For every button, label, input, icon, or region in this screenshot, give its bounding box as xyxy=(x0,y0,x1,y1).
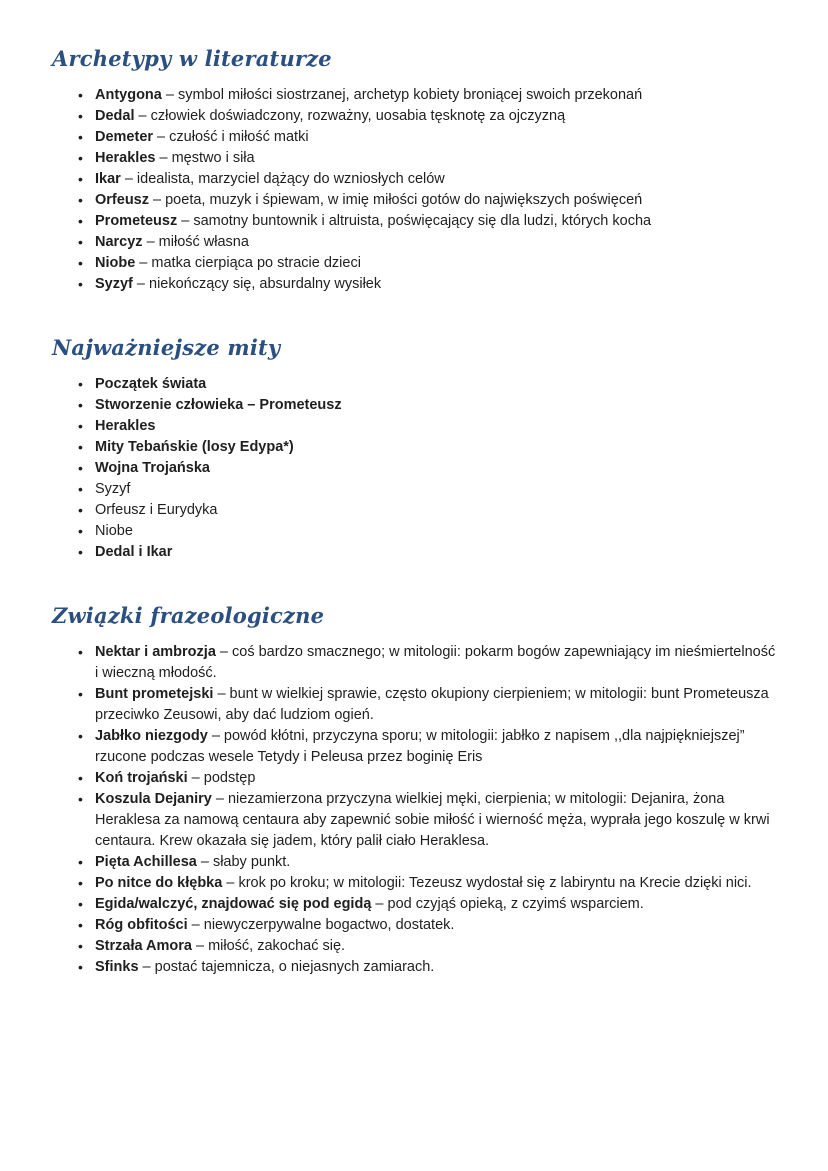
section-heading-mity: Najważniejsze mity xyxy=(52,335,281,360)
list-item-text xyxy=(95,479,778,500)
bullet-icon: • xyxy=(78,418,83,434)
list-item-text: Koń trojański – podstęp xyxy=(95,770,256,786)
bullet-icon: • xyxy=(78,108,83,124)
bullet-icon: • xyxy=(78,171,83,187)
term-label: Początek świata xyxy=(95,376,207,392)
bullet-icon: • xyxy=(78,87,83,103)
list-item xyxy=(52,915,778,936)
list-item xyxy=(52,416,778,437)
list-item-text xyxy=(95,542,778,563)
term-label: Egida/walczyć, znajdować się pod egidą xyxy=(95,896,372,912)
list-item-text: Syzyf – niekończący się, absurdalny wysiłek xyxy=(95,276,382,292)
list-item-text: Egida/walczyć, znajdować się pod egidą – pod czyjąś opieką, z czyimś wsparciem. xyxy=(95,896,644,912)
bullet-icon: • xyxy=(78,770,83,786)
term-label: Niobe xyxy=(95,255,136,271)
term-label: Wojna Trojańska xyxy=(95,460,210,476)
list-item xyxy=(52,873,778,894)
list-item xyxy=(52,458,778,479)
list-item xyxy=(52,642,778,684)
list-item-text: Demeter – czułość i miłość matki xyxy=(95,129,309,145)
list-item-text: Strzała Amora – miłość, zakochać się. xyxy=(95,938,346,954)
term-label: Bunt prometejski xyxy=(95,686,214,702)
term-label: Nektar i ambrozja xyxy=(95,644,216,660)
list-item xyxy=(52,232,778,253)
list-item-text: Narcyz – miłość własna xyxy=(95,234,249,250)
list-item-text: Sfinks – postać tajemnicza, o niejasnych zamiarach. xyxy=(95,959,435,975)
list-item-text: Róg obfitości – niewyczerpywalne bogactwo, dostatek. xyxy=(95,917,455,933)
section-najwazniejsze-mity xyxy=(52,335,778,563)
term-label: Syzyf xyxy=(95,276,133,292)
bullet-icon: • xyxy=(78,255,83,271)
term-label: Mity Tebańskie (losy Edypa*) xyxy=(95,439,294,455)
list-item xyxy=(52,85,778,106)
list-item-text xyxy=(95,374,778,395)
bullet-icon: • xyxy=(78,896,83,912)
term-label: Herakles xyxy=(95,418,156,434)
bullet-icon: • xyxy=(78,544,83,560)
bullet-icon: • xyxy=(78,502,83,518)
list-item-text: Prometeusz – samotny buntownik i altruista, poświęcający się dla ludzi, których kocha xyxy=(95,213,652,229)
list-item xyxy=(52,789,778,852)
list-item-text: Niobe – matka cierpiąca po stracie dzieci xyxy=(95,255,361,271)
term-label: Sfinks xyxy=(95,959,139,975)
section-heading-frazeologia: Związki frazeologiczne xyxy=(52,603,325,628)
list-item-text: Koszula Dejaniry – niezamierzona przyczyna wielkiej męki, cierpienia; w mitologii: Dejanira, żona Heraklesa za namową centaura aby zapewnić sobie miłość i wierność męża, wyprała jego koszulę w krwi centaura. Krew okazała się jadem, który palił ciało Heraklesa. xyxy=(95,791,770,849)
list-item-text: Antygona – symbol miłości siostrzanej, archetyp kobiety broniącej swoich przekonań xyxy=(95,87,643,103)
term-label: Demeter xyxy=(95,129,154,145)
bullet-icon: • xyxy=(78,728,83,744)
bullet-icon: • xyxy=(78,276,83,292)
bullet-icon: • xyxy=(78,854,83,870)
list-item-text: Bunt prometejski – bunt w wielkiej sprawie, często okupiony cierpieniem; w mitologii: bunt Prometeusza przeciwko Zeusowi, aby dać ludziom ogień. xyxy=(95,686,769,723)
term-label: Pięta Achillesa xyxy=(95,854,197,870)
term-label: Jabłko niezgody xyxy=(95,728,208,744)
section-heading-archetypy: Archetypy w literaturze xyxy=(52,46,332,71)
list-item xyxy=(52,127,778,148)
term-label: Koń trojański xyxy=(95,770,188,786)
term-label: Dedal xyxy=(95,108,135,124)
bullet-icon: • xyxy=(78,192,83,208)
list-item xyxy=(52,957,778,978)
bullet-icon: • xyxy=(78,129,83,145)
list-item xyxy=(52,852,778,873)
term-label: Prometeusz xyxy=(95,213,178,229)
term-label: Narcyz xyxy=(95,234,143,250)
section-archetypy-w-literaturze xyxy=(52,46,778,295)
list-item-text xyxy=(95,458,778,479)
term-label: Róg obfitości xyxy=(95,917,188,933)
list-item-text: Jabłko niezgody – powód kłótni, przyczyna sporu; w mitologii: jabłko z napisem ,,dla najpiękniejszej” rzucone podczas wesele Tetydy i Peleusa przez boginię Eris xyxy=(95,728,745,765)
term-label: Syzyf xyxy=(95,481,131,497)
list-item xyxy=(52,374,778,395)
phraseology-list xyxy=(52,642,778,978)
bullet-icon: • xyxy=(78,686,83,702)
term-label: Orfeusz i Eurydyka xyxy=(95,502,218,518)
term-label: Antygona xyxy=(95,87,162,103)
term-label: Koszula Dejaniry xyxy=(95,791,212,807)
list-item xyxy=(52,437,778,458)
bullet-icon: • xyxy=(78,875,83,891)
bullet-icon: • xyxy=(78,523,83,539)
list-item xyxy=(52,148,778,169)
list-item-text xyxy=(95,437,778,458)
list-item xyxy=(52,253,778,274)
list-item xyxy=(52,521,778,542)
bullet-icon: • xyxy=(78,234,83,250)
term-label: Po nitce do kłębka xyxy=(95,875,223,891)
list-item-text: Nektar i ambrozja – coś bardzo smacznego; w mitologii: pokarm bogów zapewniający im nieśmiertelność i wieczną młodość. xyxy=(95,644,776,681)
bullet-icon: • xyxy=(78,644,83,660)
list-item xyxy=(52,211,778,232)
list-item-text: Ikar – idealista, marzyciel dążący do wzniosłych celów xyxy=(95,171,445,187)
bullet-icon: • xyxy=(78,917,83,933)
list-item xyxy=(52,768,778,789)
bullet-icon: • xyxy=(78,397,83,413)
list-item-text: Pięta Achillesa – słaby punkt. xyxy=(95,854,291,870)
list-item-text xyxy=(95,416,778,437)
list-item-text: Dedal – człowiek doświadczony, rozważny, uosabia tęsknotę za ojczyzną xyxy=(95,108,566,124)
list-item xyxy=(52,542,778,563)
archetypes-list xyxy=(52,85,778,295)
bullet-icon: • xyxy=(78,791,83,807)
list-item-text xyxy=(95,395,778,416)
bullet-icon: • xyxy=(78,213,83,229)
list-item xyxy=(52,936,778,957)
list-item xyxy=(52,500,778,521)
section-zwiazki-frazeologiczne xyxy=(52,603,778,978)
list-item xyxy=(52,274,778,295)
term-label: Niobe xyxy=(95,523,133,539)
list-item xyxy=(52,169,778,190)
bullet-icon: • xyxy=(78,959,83,975)
list-item-text: Po nitce do kłębka – krok po kroku; w mitologii: Tezeusz wydostał się z labiryntu na Krecie dzięki nici. xyxy=(95,875,752,891)
list-item xyxy=(52,479,778,500)
term-label: Ikar xyxy=(95,171,121,187)
term-label: Orfeusz xyxy=(95,192,149,208)
bullet-icon: • xyxy=(78,150,83,166)
term-label: Strzała Amora xyxy=(95,938,192,954)
list-item-text: Herakles – męstwo i siła xyxy=(95,150,255,166)
term-label: Herakles xyxy=(95,150,156,166)
list-item xyxy=(52,106,778,127)
list-item-text xyxy=(95,521,778,542)
bullet-icon: • xyxy=(78,439,83,455)
list-item-text: Orfeusz – poeta, muzyk i śpiewam, w imię miłości gotów do największych poświęceń xyxy=(95,192,643,208)
bullet-icon: • xyxy=(78,938,83,954)
list-item xyxy=(52,684,778,726)
list-item xyxy=(52,894,778,915)
term-label: Dedal i Ikar xyxy=(95,544,173,560)
bullet-icon: • xyxy=(78,376,83,392)
term-label: Stworzenie człowieka – Prometeusz xyxy=(95,397,342,413)
list-item xyxy=(52,190,778,211)
bullet-icon: • xyxy=(78,460,83,476)
myths-list xyxy=(52,374,778,563)
list-item xyxy=(52,395,778,416)
list-item-text xyxy=(95,500,778,521)
list-item xyxy=(52,726,778,768)
bullet-icon: • xyxy=(78,481,83,497)
